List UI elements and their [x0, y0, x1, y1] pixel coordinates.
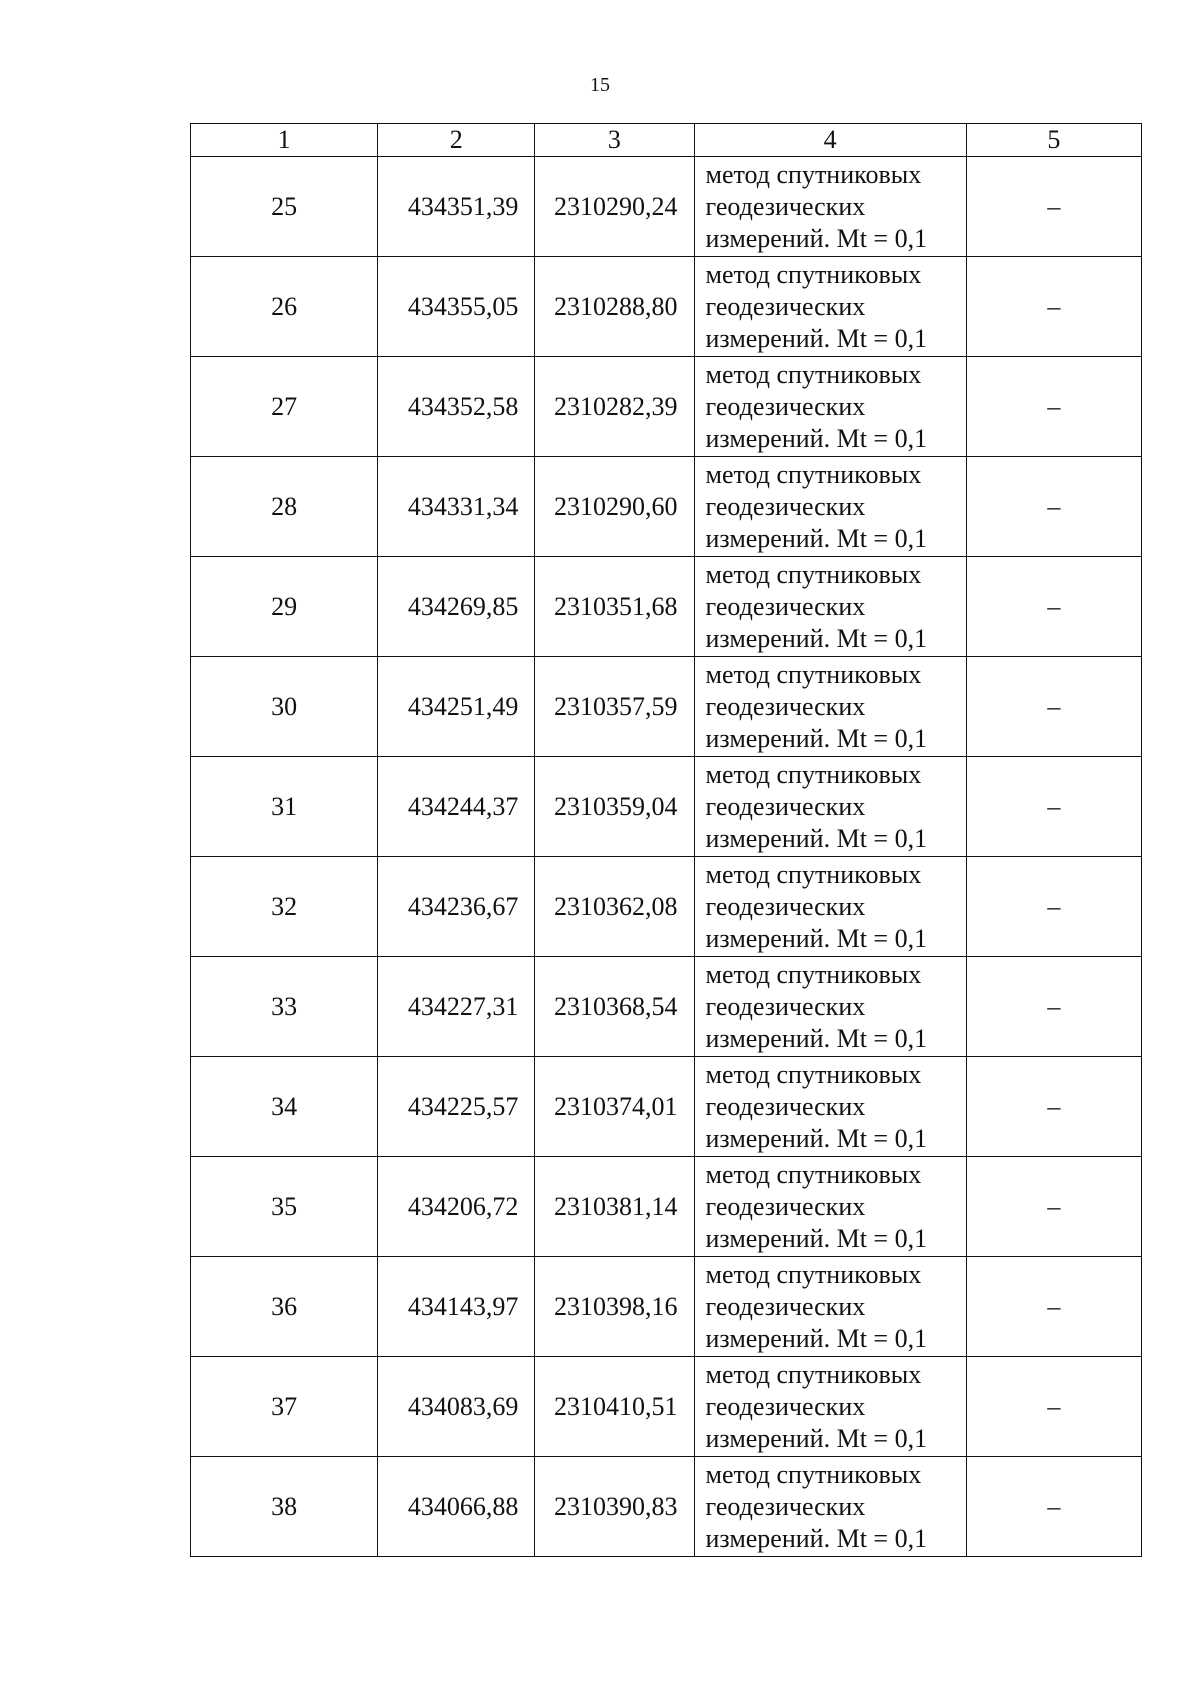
method-cell: метод спутниковых геодезических измерений. Mt = 0,1 [694, 457, 966, 557]
table-row [191, 257, 1142, 357]
table-row [191, 1057, 1142, 1157]
x-coordinate-cell: 434351,39 [378, 157, 535, 257]
table-body [191, 157, 1142, 1557]
y-coordinate-cell: 2310357,59 [535, 657, 694, 757]
note-cell: – [966, 357, 1141, 457]
x-coordinate-cell: 434083,69 [378, 1357, 535, 1457]
x-coordinate-cell: 434251,49 [378, 657, 535, 757]
table-row [191, 1157, 1142, 1257]
x-coordinate-cell: 434244,37 [378, 757, 535, 857]
x-coordinate-cell: 434269,85 [378, 557, 535, 657]
table-row [191, 457, 1142, 557]
coordinates-table [190, 123, 1142, 1557]
method-cell: метод спутниковых геодезических измерений. Mt = 0,1 [694, 257, 966, 357]
method-cell: метод спутниковых геодезических измерений. Mt = 0,1 [694, 357, 966, 457]
note-cell: – [966, 1457, 1141, 1557]
header-cell-5: 5 [966, 124, 1141, 157]
y-coordinate-cell: 2310290,24 [535, 157, 694, 257]
x-coordinate-cell: 434352,58 [378, 357, 535, 457]
x-coordinate-cell: 434143,97 [378, 1257, 535, 1357]
table-header [191, 124, 1142, 157]
note-cell: – [966, 757, 1141, 857]
x-coordinate-cell: 434206,72 [378, 1157, 535, 1257]
point-number-cell: 28 [191, 457, 378, 557]
y-coordinate-cell: 2310390,83 [535, 1457, 694, 1557]
method-cell: метод спутниковых геодезических измерений. Mt = 0,1 [694, 1157, 966, 1257]
note-cell: – [966, 257, 1141, 357]
x-coordinate-cell: 434355,05 [378, 257, 535, 357]
table-row [191, 557, 1142, 657]
y-coordinate-cell: 2310374,01 [535, 1057, 694, 1157]
point-number-cell: 30 [191, 657, 378, 757]
header-cell-3: 3 [535, 124, 694, 157]
y-coordinate-cell: 2310290,60 [535, 457, 694, 557]
point-number-cell: 34 [191, 1057, 378, 1157]
method-cell: метод спутниковых геодезических измерений. Mt = 0,1 [694, 1257, 966, 1357]
header-cell-4: 4 [694, 124, 966, 157]
note-cell: – [966, 1057, 1141, 1157]
note-cell: – [966, 1157, 1141, 1257]
x-coordinate-cell: 434225,57 [378, 1057, 535, 1157]
table-row [191, 157, 1142, 257]
note-cell: – [966, 657, 1141, 757]
note-cell: – [966, 857, 1141, 957]
y-coordinate-cell: 2310359,04 [535, 757, 694, 857]
note-cell: – [966, 157, 1141, 257]
table-row [191, 1257, 1142, 1357]
y-coordinate-cell: 2310410,51 [535, 1357, 694, 1457]
note-cell: – [966, 1357, 1141, 1457]
note-cell: – [966, 957, 1141, 1057]
method-cell: метод спутниковых геодезических измерений. Mt = 0,1 [694, 657, 966, 757]
point-number-cell: 32 [191, 857, 378, 957]
y-coordinate-cell: 2310282,39 [535, 357, 694, 457]
table-row [191, 857, 1142, 957]
table-row [191, 357, 1142, 457]
point-number-cell: 26 [191, 257, 378, 357]
y-coordinate-cell: 2310381,14 [535, 1157, 694, 1257]
table-row [191, 1357, 1142, 1457]
table-row [191, 957, 1142, 1057]
method-cell: метод спутниковых геодезических измерений. Mt = 0,1 [694, 1457, 966, 1557]
header-cell-1: 1 [191, 124, 378, 157]
method-cell: метод спутниковых геодезических измерений. Mt = 0,1 [694, 957, 966, 1057]
note-cell: – [966, 1257, 1141, 1357]
y-coordinate-cell: 2310351,68 [535, 557, 694, 657]
table-row [191, 657, 1142, 757]
point-number-cell: 29 [191, 557, 378, 657]
method-cell: метод спутниковых геодезических измерений. Mt = 0,1 [694, 857, 966, 957]
method-cell: метод спутниковых геодезических измерений. Mt = 0,1 [694, 1357, 966, 1457]
table-row [191, 1457, 1142, 1557]
note-cell: – [966, 557, 1141, 657]
method-cell: метод спутниковых геодезических измерений. Mt = 0,1 [694, 1057, 966, 1157]
point-number-cell: 31 [191, 757, 378, 857]
note-cell: – [966, 457, 1141, 557]
point-number-cell: 37 [191, 1357, 378, 1457]
page-number: 15 [590, 74, 610, 96]
point-number-cell: 35 [191, 1157, 378, 1257]
x-coordinate-cell: 434227,31 [378, 957, 535, 1057]
x-coordinate-cell: 434236,67 [378, 857, 535, 957]
method-cell: метод спутниковых геодезических измерений. Mt = 0,1 [694, 157, 966, 257]
method-cell: метод спутниковых геодезических измерений. Mt = 0,1 [694, 557, 966, 657]
header-cell-2: 2 [378, 124, 535, 157]
method-cell: метод спутниковых геодезических измерений. Mt = 0,1 [694, 757, 966, 857]
x-coordinate-cell: 434331,34 [378, 457, 535, 557]
point-number-cell: 25 [191, 157, 378, 257]
point-number-cell: 33 [191, 957, 378, 1057]
point-number-cell: 27 [191, 357, 378, 457]
point-number-cell: 36 [191, 1257, 378, 1357]
y-coordinate-cell: 2310368,54 [535, 957, 694, 1057]
x-coordinate-cell: 434066,88 [378, 1457, 535, 1557]
y-coordinate-cell: 2310362,08 [535, 857, 694, 957]
header-row [191, 124, 1142, 157]
y-coordinate-cell: 2310288,80 [535, 257, 694, 357]
point-number-cell: 38 [191, 1457, 378, 1557]
y-coordinate-cell: 2310398,16 [535, 1257, 694, 1357]
table-row [191, 757, 1142, 857]
